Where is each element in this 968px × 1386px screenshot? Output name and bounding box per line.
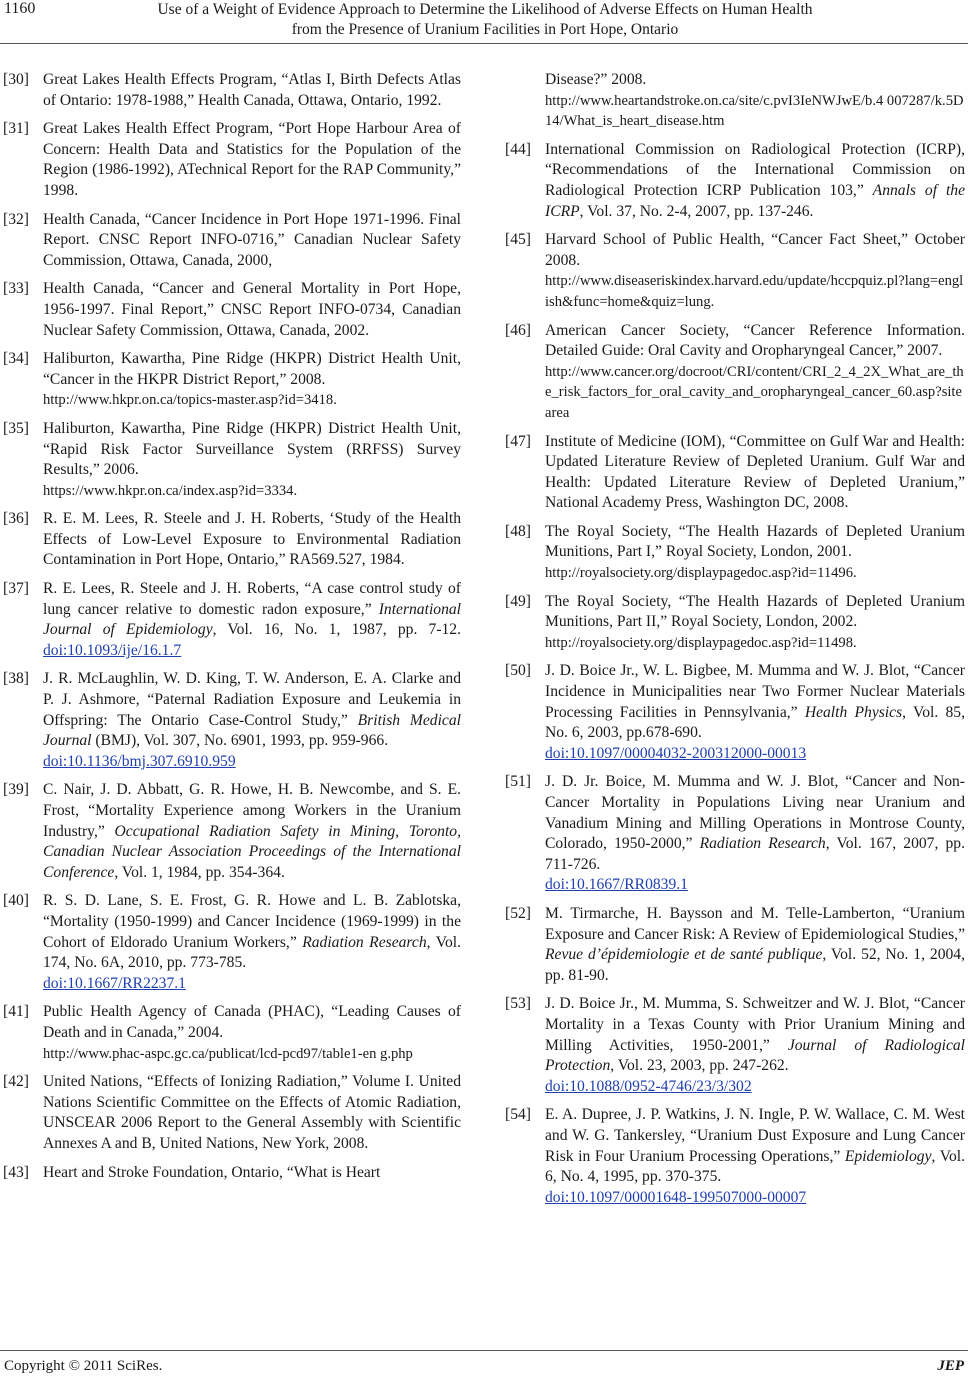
reference-entry	[3, 1072, 461, 1154]
citation-body: Health Canada, “Cancer and General Mortality in Port Hope, 1956-1997. Final Report,” CNSC Report INFO-0734, Canadian Nuclear Safety Commission, Ottawa, Canada, 2002.	[43, 280, 461, 339]
reference-text	[43, 70, 461, 111]
citation-body: The Royal Society, “The Health Hazards of Depleted Uranium Munitions, Part I,” Royal Society, London, 2001.	[545, 522, 965, 561]
reference-entry	[505, 661, 965, 764]
citation-text	[545, 321, 965, 362]
footer-divider	[0, 1350, 968, 1351]
citation-text	[545, 522, 965, 563]
citation-source: Radiation Research	[699, 835, 826, 853]
reference-text	[545, 661, 965, 764]
reference-number: [42]	[3, 1073, 29, 1091]
reference-url[interactable]: http://www.diseaseriskindex.harvard.edu/update/hccpquiz.pl?lang=english&func=home&quiz=lung.	[545, 273, 964, 310]
reference-entry	[505, 432, 965, 514]
citation-details: , Vol. 52, No. 1, 2004, pp. 81-90.	[545, 946, 965, 984]
reference-text	[545, 230, 965, 312]
citation-text	[43, 1163, 461, 1184]
citation-authors-title: J. D. Boice Jr., W. L. Bigbee, M. Mumma and W. J. Blot, “Cancer Incidence in Municipalities near Two Former Nuclear Materials Processing Facilities in Pennsylvania,”	[545, 662, 965, 721]
reference-number: [44]	[505, 140, 531, 158]
reference-entry	[3, 349, 461, 411]
doi-link[interactable]: doi:10.1093/ije/16.1.7	[43, 641, 182, 659]
doi-link[interactable]: doi:10.1097/00001648-199507000-00007	[545, 1188, 807, 1206]
reference-number: [41]	[3, 1003, 29, 1021]
reference-entry	[3, 579, 461, 661]
reference-number: [34]	[3, 350, 29, 368]
reference-text	[43, 210, 461, 272]
reference-text	[43, 780, 461, 883]
doi-link[interactable]: doi:10.1667/RR2237.1	[43, 974, 186, 992]
reference-entry	[505, 592, 965, 654]
citation-body: Haliburton, Kawartha, Pine Ridge (HKPR) District Health Unit, “Rapid Risk Factor Surveillance System (RRFSS) Survey Results,” 2006.	[43, 419, 461, 479]
page-number: 1160	[4, 0, 36, 17]
citation-text	[43, 509, 461, 571]
citation-body: Haliburton, Kawartha, Pine Ridge (HKPR) District Health Unit, “Cancer in the HKPR District Report,” 2008.	[43, 350, 461, 388]
running-head-line-2: from the Presence of Uranium Facilities in Port Hope, Ontario	[291, 21, 679, 38]
reference-entry	[3, 119, 461, 201]
citation-source: Revue d’épidemiologie et de santé publique	[545, 946, 823, 964]
running-head	[70, 0, 900, 40]
citation-text	[43, 1002, 461, 1043]
citation-body: Heart and Stroke Foundation, Ontario, “What is Heart	[43, 1163, 381, 1181]
references-left-column	[3, 70, 461, 1191]
reference-number: [36]	[3, 510, 29, 528]
doi-link[interactable]: doi:10.1088/0952-4746/23/3/302	[545, 1077, 752, 1095]
citation-body: R. E. M. Lees, R. Steele and J. H. Roberts, ‘Study of the Health Effects of Low-Level Exposure to Environmental Radiation Contamination in Port Hope, Ontario,” RA569.527, 1984.	[43, 510, 461, 569]
citation-source: British Medical Journal	[43, 711, 461, 750]
reference-entry	[3, 780, 461, 883]
reference-text	[545, 994, 965, 1097]
reference-text	[545, 432, 965, 514]
citation-text	[545, 70, 965, 91]
citation-text	[545, 592, 965, 633]
citation-details: , Vol. 1, 1984, pp. 354-364.	[114, 863, 285, 881]
reference-number: [50]	[505, 662, 531, 680]
reference-entry	[505, 904, 965, 986]
doi-link[interactable]: doi:10.1136/bmj.307.6910.959	[43, 752, 236, 770]
reference-url[interactable]: http://www.hkpr.on.ca/topics-master.asp?id=3418.	[43, 392, 337, 409]
reference-entry	[3, 1163, 461, 1184]
reference-entry	[3, 70, 461, 111]
reference-entry	[505, 321, 965, 424]
citation-text	[545, 1105, 965, 1187]
citation-text	[43, 669, 461, 751]
citation-authors-title: R. E. Lees, R. Steele and J. H. Roberts, “A case control study of lung cancer relative to domestic radon exposure,”	[43, 580, 461, 618]
citation-text	[545, 772, 965, 875]
reference-entry	[3, 210, 461, 272]
citation-text	[43, 780, 461, 883]
reference-number: [49]	[505, 592, 531, 610]
citation-body: United Nations, “Effects of Ionizing Radiation,” Volume I. United Nations Scientific Committee on the Effects of Atomic Radiation, UNSCEAR 2006 Report to the General Assembly with Scientific Annexes A and B, United Nations, New York, 2008.	[43, 1073, 461, 1152]
reference-text	[43, 1002, 461, 1064]
reference-entry	[505, 772, 965, 896]
citation-details: , Vol. 167, 2007, pp. 711-726.	[545, 835, 965, 873]
running-head-line-1: Use of a Weight of Evidence Approach to Determine the Likelihood of Adverse Effects on Human Health	[157, 1, 813, 18]
citation-authors-title: International Commission on Radiological Protection (ICRP), “Recommendations of the International Commission on Radiological Protection ICRP Publication 103,”	[545, 140, 965, 199]
reference-entry	[3, 891, 461, 994]
citation-details: , Vol. 174, No. 6A, 2010, pp. 773-785.	[43, 933, 461, 972]
reference-text	[43, 119, 461, 201]
reference-entry	[505, 1105, 965, 1208]
reference-text	[545, 1105, 965, 1208]
reference-number: [53]	[505, 995, 531, 1013]
citation-details: , Vol. 85, No. 6, 2003, pp.678-690.	[545, 703, 966, 742]
citation-text	[545, 994, 965, 1076]
citation-text	[545, 661, 965, 743]
citation-text	[43, 1072, 461, 1154]
citation-details: (BMJ), Vol. 307, No. 6901, 1993, pp. 959-966.	[91, 732, 389, 750]
citation-body: Great Lakes Health Effect Program, “Port Hope Harbour Area of Concern: Health Data and Statistics for the Population of the Region (1986-1992), ATechnical Report for the RAP Community,” 1998.	[43, 120, 461, 199]
reference-url[interactable]: http://royalsociety.org/displaypagedoc.asp?id=11496.	[545, 565, 857, 582]
citation-body: American Cancer Society, “Cancer Reference Information. Detailed Guide: Oral Cavity and Oropharyngeal Cancer,” 2007.	[545, 321, 965, 360]
citation-authors-title: M. Tirmarche, H. Baysson and M. Telle-Lamberton, “Uranium Exposure and Cancer Risk: A Review of Epidemiological Studies,”	[545, 904, 965, 943]
reference-text	[545, 321, 965, 424]
citation-text	[545, 432, 965, 514]
references-right-column	[505, 70, 965, 1216]
citation-text	[43, 349, 461, 390]
reference-number: [35]	[3, 419, 29, 437]
reference-text	[43, 509, 461, 571]
reference-url[interactable]: http://www.phac-aspc.gc.ca/publicat/lcd-pcd97/table1-en g.php	[43, 1045, 413, 1062]
citation-details: , Vol. 16, No. 1, 1987, pp. 7-12.	[212, 621, 462, 639]
reference-entry	[3, 279, 461, 341]
citation-text	[43, 70, 461, 111]
reference-number: [32]	[3, 210, 29, 228]
reference-number: [30]	[3, 71, 29, 88]
reference-number: [46]	[505, 321, 531, 339]
reference-number: [45]	[505, 231, 531, 249]
citation-details: , Vol. 23, 2003, pp. 247-262.	[610, 1057, 789, 1075]
citation-body: The Royal Society, “The Health Hazards of Depleted Uranium Munitions, Part II,” Royal Society, London, 2002.	[545, 592, 965, 631]
reference-entry	[505, 70, 965, 132]
reference-text	[43, 891, 461, 994]
doi-link[interactable]: doi:10.1667/RR0839.1	[545, 876, 688, 894]
citation-authors-title: E. A. Dupree, J. P. Watkins, J. N. Ingle, P. W. Wallace, C. M. West and W. G. Tankersley, “Uranium Dust Exposure and Lung Cancer Risk in Four Uranium Processing Operations,”	[545, 1106, 965, 1165]
reference-url[interactable]: http://royalsociety.org/displaypagedoc.asp?id=11498.	[545, 634, 857, 651]
citation-body: Harvard School of Public Health, “Cancer Fact Sheet,” October 2008.	[545, 231, 965, 269]
reference-number: [37]	[3, 580, 29, 598]
reference-entry	[505, 140, 965, 222]
citation-authors-title: J. D. Boice Jr., M. Mumma, S. Schweitzer and W. J. Blot, “Cancer Mortality in a Texas County with Prior Uranium Mining and Milling Activities, 1950-2001,”	[545, 995, 965, 1054]
doi-link[interactable]: doi:10.1097/00004032-200312000-00013	[545, 744, 807, 762]
citation-authors-title: C. Nair, J. D. Abbatt, G. R. Howe, H. B. Newcombe, and S. E. Frost, “Mortality Experience among Workers in the Uranium Industry,”	[43, 781, 461, 840]
citation-body: Public Health Agency of Canada (PHAC), “Leading Causes of Death and in Canada,” 2004.	[43, 1003, 461, 1041]
reference-number: [52]	[505, 904, 531, 922]
citation-details: , Vol. 37, No. 2-4, 2007, pp. 137-246.	[579, 202, 814, 220]
copyright-notice: Copyright © 2011 SciRes.	[4, 1358, 163, 1374]
reference-entry	[3, 1002, 461, 1064]
citation-source: Annals of the ICRP	[545, 181, 965, 220]
citation-source: Occupational Radiation Safety in Mining, Toronto, Canadian Nuclear Association Proceedings of the International Conference	[43, 822, 461, 881]
reference-url[interactable]: https://www.hkpr.on.ca/index.asp?id=3334.	[43, 482, 298, 499]
citation-text	[43, 279, 461, 341]
citation-authors-title: R. S. D. Lane, S. E. Frost, G. R. Howe and L. B. Zablotska, “Mortality (1950-1999) and Cancer Incidence (1969-1999) in the Cohort of Eldorado Uranium Workers,”	[43, 892, 461, 951]
citation-text	[545, 904, 965, 986]
reference-number: [38]	[3, 670, 29, 688]
reference-text	[43, 279, 461, 341]
reference-text	[545, 70, 965, 132]
reference-text	[43, 1072, 461, 1154]
citation-body: Great Lakes Health Effects Program, “Atlas I, Birth Defects Atlas of Ontario: 1978-1988,” Health Canada, Ottawa, Ontario, 1992.	[43, 71, 461, 109]
reference-text	[545, 140, 965, 222]
reference-text	[545, 522, 965, 584]
journal-abbreviation: JEP	[937, 1358, 964, 1374]
reference-entry	[505, 994, 965, 1097]
reference-text	[545, 772, 965, 896]
reference-number: [40]	[3, 892, 29, 910]
reference-entry	[3, 509, 461, 571]
reference-number: [31]	[3, 120, 29, 138]
citation-text	[43, 891, 461, 973]
citation-source: Health Physics	[804, 703, 903, 721]
reference-number: [48]	[505, 522, 531, 540]
citation-text	[43, 419, 461, 481]
reference-number: [47]	[505, 432, 531, 450]
reference-text	[545, 904, 965, 986]
reference-number: [39]	[3, 781, 29, 799]
citation-source: Journal of Radiological Protection	[545, 1036, 966, 1075]
reference-number: [54]	[505, 1106, 531, 1124]
header-divider	[0, 43, 968, 44]
reference-text	[545, 592, 965, 654]
citation-details: , Vol. 6, No. 4, 1995, pp. 370-375.	[545, 1147, 965, 1186]
citation-body: Institute of Medicine (IOM), “Committee on Gulf War and Health: Updated Literature Review of Depleted Uranium. Gulf War and Health: Updated Literature Review of Depleted Uranium,” National Academy Press, Washington DC, 2008.	[545, 432, 965, 512]
citation-body: Disease?” 2008.	[545, 71, 647, 88]
citation-text	[43, 579, 461, 661]
citation-authors-title: J. D. Jr. Boice, M. Mumma and W. J. Blot, “Cancer and Non-Cancer Mortality in Populations Living near Uranium and Vanadium Mining and Milling Operations in Montrose County, Colorado, 1950-2000,”	[545, 773, 965, 853]
reference-url[interactable]: http://www.cancer.org/docroot/CRI/content/CRI_2_4_2X_What_are_the_risk_factors_for_oral_cavity_and_oropharyngeal_cancer_60.asp?sitearea	[545, 363, 964, 421]
citation-text	[545, 230, 965, 271]
reference-number: [43]	[3, 1163, 29, 1181]
reference-number	[505, 70, 545, 132]
citation-source: Radiation Research	[302, 933, 427, 951]
citation-text	[43, 210, 461, 272]
reference-entry	[3, 419, 461, 501]
reference-number: [33]	[3, 280, 29, 298]
citation-text	[43, 119, 461, 201]
reference-number: [51]	[505, 773, 531, 791]
citation-source: International Journal of Epidemiology	[43, 600, 461, 639]
citation-source: Epidemiology	[844, 1147, 932, 1165]
reference-text	[43, 1163, 461, 1184]
reference-text	[43, 579, 461, 661]
reference-entry	[505, 522, 965, 584]
reference-text	[43, 419, 461, 501]
citation-authors-title: J. R. McLaughlin, W. D. King, T. W. Anderson, E. A. Clarke and P. J. Ashmore, “Paternal Radiation Exposure and Leukemia in Offspring: The Ontario Case-Control Study,”	[43, 670, 461, 729]
reference-url[interactable]: http://www.heartandstroke.on.ca/site/c.pvI3IeNWJwE/b.4 007287/k.5D14/What_is_heart_disease.htm	[545, 92, 964, 130]
reference-entry	[3, 669, 461, 772]
reference-text	[43, 349, 461, 411]
citation-text	[545, 140, 965, 222]
reference-text	[43, 669, 461, 772]
reference-entry	[505, 230, 965, 312]
citation-body: Health Canada, “Cancer Incidence in Port Hope 1971-1996. Final Report. CNSC Report INFO-0716,” Canadian Nuclear Safety Commission, Ottawa, Canada, 2000,	[43, 210, 461, 269]
